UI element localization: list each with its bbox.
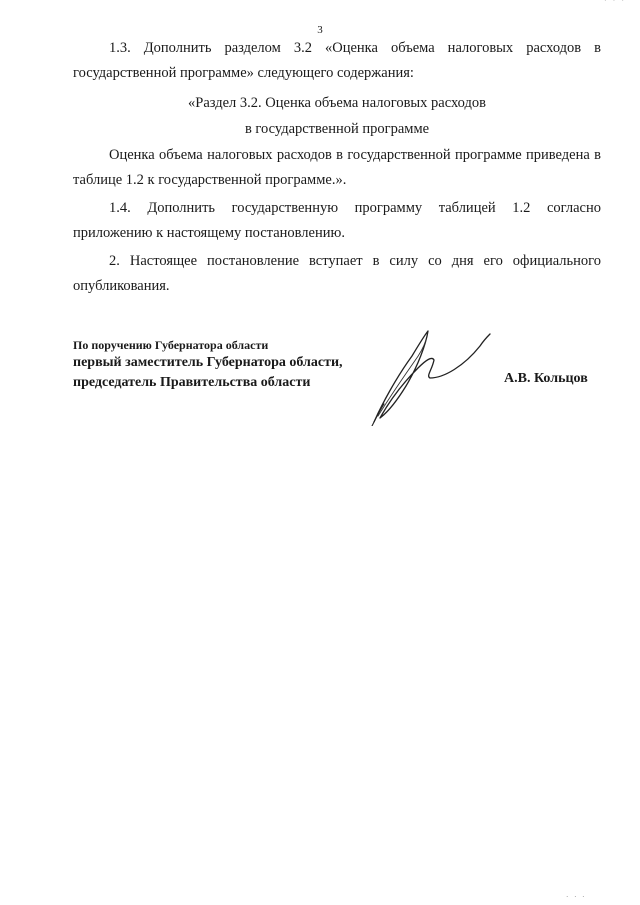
section-heading-line-2	[73, 117, 601, 142]
signatory-line-2: первый заместитель Губернатора области,	[73, 355, 343, 370]
signatory-block	[73, 337, 403, 393]
section-heading-line-1	[73, 91, 601, 116]
paragraph-1-3	[73, 36, 601, 86]
heading-text: «Раздел 3.2. Оценка объема налоговых расходов	[188, 95, 486, 111]
paragraph-text: 1.4. Дополнить государственную программу таблицей 1.2 согласно приложению к настоящему постановлению.	[73, 200, 601, 241]
handwritten-signature	[360, 326, 495, 426]
heading-text: в государственной программе	[244, 121, 430, 137]
scan-artifact-top: · · ·	[604, 0, 626, 5]
page-number: 3	[317, 24, 323, 36]
paragraph-text: 1.3. Дополнить разделом 3.2 «Оценка объема налоговых расходов в государственной программе» следующего содержания:	[73, 40, 601, 81]
paragraph-assessment	[73, 143, 601, 193]
signatory-line-3: председатель Правительства области	[73, 375, 311, 390]
paragraph-text: 2. Настоящее постановление вступает в силу со дня его официального опубликования.	[73, 253, 601, 294]
scan-artifact-bottom: · · ·	[566, 893, 587, 901]
signatory-line-1: По поручению Губернатора области	[73, 338, 269, 352]
paragraph-2	[73, 249, 601, 299]
paragraph-text: Оценка объема налоговых расходов в государственной программе приведена в таблице 1.2 к государственной программе.».	[73, 147, 601, 188]
signatory-name: А.В. Кольцов	[504, 371, 588, 386]
paragraph-1-4	[73, 196, 601, 246]
